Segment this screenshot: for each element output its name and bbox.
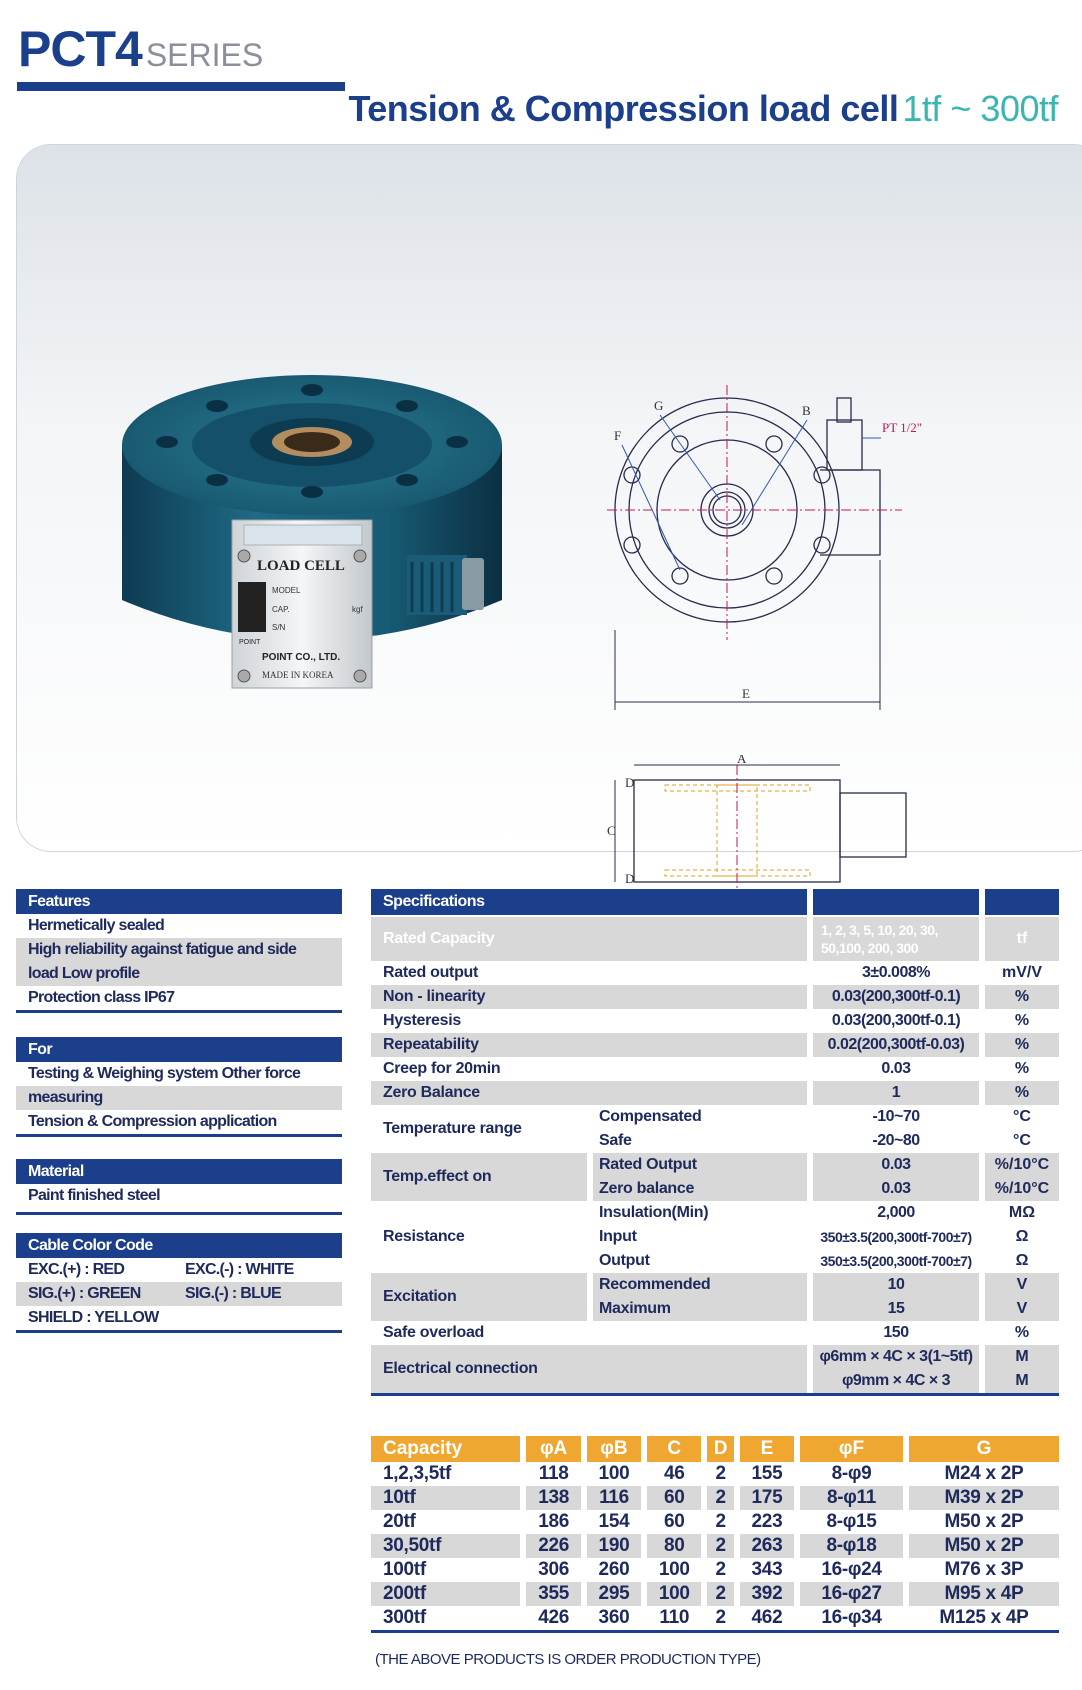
spec-value: 1 [813, 1081, 979, 1105]
brand-title [18, 20, 263, 80]
spec-unit: % [985, 1081, 1059, 1105]
table-cell: 2 [701, 1534, 733, 1558]
spec-label: Temperature range [383, 1120, 522, 1137]
table-cell: 186 [520, 1510, 580, 1534]
spec-unit: tf [985, 917, 1059, 961]
table-cell: 46 [641, 1462, 701, 1486]
table-cell: 154 [581, 1510, 641, 1534]
spec-value: -10~70 [872, 1108, 920, 1125]
spec-unit: % [1014, 1060, 1030, 1077]
spec-row [371, 1081, 1059, 1105]
table-row [371, 1534, 1059, 1558]
spec-value: 3±0.008% [862, 964, 930, 981]
material-box [16, 1159, 342, 1215]
spec-row [371, 985, 1059, 1009]
spec-subrow [371, 1297, 1059, 1321]
spec-unit: mV/V [1001, 964, 1042, 981]
for-item: measuring [16, 1086, 342, 1110]
divider [16, 1330, 342, 1333]
spec-value: 0.03 [881, 1060, 911, 1077]
material-title: Material [16, 1159, 342, 1184]
spec-value: 150 [883, 1324, 909, 1341]
spec-label: Safe overload [383, 1324, 485, 1341]
table-cell: 295 [581, 1582, 641, 1606]
spec-row [371, 1057, 1059, 1081]
spec-sublabel: Input [599, 1228, 637, 1245]
table-cell: M76 x 3P [903, 1558, 1059, 1582]
spec-header-unit [985, 889, 1059, 915]
product-subtitle [348, 88, 1058, 130]
spec-title: Specifications [371, 889, 807, 915]
cable-color-box [16, 1233, 342, 1333]
spec-subrow [371, 1369, 1059, 1393]
spec-value: 0.02(200,300tf-0.03) [813, 1033, 979, 1057]
spec-subrow [371, 1225, 1059, 1249]
capacity-range: 1tf ~ 300tf [902, 88, 1058, 129]
spec-label: Rated Capacity [371, 917, 807, 961]
spec-unit: M [985, 1369, 1059, 1393]
table-cell: 60 [641, 1486, 701, 1510]
spec-unit: Ω [1015, 1252, 1029, 1269]
capacity-column-header: C [641, 1436, 701, 1462]
svg-text:PT 1/2": PT 1/2" [882, 420, 923, 435]
spec-row-rated-capacity [371, 917, 1059, 961]
spec-unit: %/10°C [985, 1153, 1059, 1177]
spec-unit: %/10°C [985, 1177, 1059, 1201]
capacity-column-header: Capacity [371, 1436, 520, 1462]
table-cell: M125 x 4P [903, 1606, 1059, 1630]
capacity-column-header: φF [794, 1436, 903, 1462]
divider [16, 1134, 342, 1137]
spec-value: 0.03(200,300tf-0.1) [831, 1012, 961, 1029]
table-cell: 2 [701, 1510, 733, 1534]
table-cell: 175 [734, 1486, 794, 1510]
product-image-panel [17, 145, 1082, 886]
spec-subrow [371, 1201, 1059, 1225]
spec-simple-rows [371, 961, 1059, 1105]
spec-row [371, 1009, 1059, 1033]
table-cell: M24 x 2P [903, 1462, 1059, 1486]
spec-group-temp-effect [371, 1153, 1059, 1201]
spec-sublabel: Zero balance [593, 1177, 807, 1201]
table-cell: 110 [641, 1606, 701, 1630]
table-cell: 16-φ24 [794, 1558, 903, 1582]
spec-value: -20~80 [872, 1132, 920, 1149]
spec-value: 0.03 [813, 1177, 979, 1201]
table-cell: 118 [520, 1462, 580, 1486]
spec-unit: M [985, 1345, 1059, 1369]
table-cell: 300tf [383, 1607, 426, 1628]
spec-label: Rated output [383, 964, 479, 981]
spec-unit: MΩ [1008, 1204, 1036, 1221]
material-item: Paint finished steel [28, 1187, 160, 1204]
spec-label: Temp.effect on [371, 1153, 587, 1201]
svg-text:CAP.: CAP. [272, 605, 290, 614]
svg-text:MODEL: MODEL [272, 586, 301, 595]
spec-row [371, 1033, 1059, 1057]
spec-value: 10 [813, 1273, 979, 1297]
table-cell: 223 [734, 1510, 794, 1534]
cable-exc-minus: EXC.(-) : WHITE [185, 1261, 294, 1278]
plate-title: LOAD CELL [257, 558, 345, 574]
spec-value: 2,000 [877, 1204, 915, 1221]
table-cell: 10tf [371, 1486, 520, 1510]
capacity-table-body [371, 1462, 1059, 1630]
svg-text:G: G [654, 398, 664, 413]
table-cell: 2 [701, 1582, 733, 1606]
svg-text:POINT: POINT [239, 639, 261, 646]
cable-row [16, 1258, 342, 1282]
svg-text:E: E [742, 686, 750, 701]
table-cell: 8-φ15 [794, 1510, 903, 1534]
table-cell: 306 [520, 1558, 580, 1582]
svg-text:MADE IN KOREA: MADE IN KOREA [262, 670, 334, 680]
spec-label: Repeatability [371, 1033, 807, 1057]
specifications-table [371, 889, 1059, 1396]
table-cell: 200tf [371, 1582, 520, 1606]
table-cell: M50 x 2P [903, 1534, 1059, 1558]
table-cell: 138 [520, 1486, 580, 1510]
feature-item: Hermetically sealed [28, 917, 165, 934]
table-cell: 100 [641, 1558, 701, 1582]
table-cell: 155 [734, 1462, 794, 1486]
table-cell: 263 [734, 1534, 794, 1558]
svg-text:B: B [802, 403, 811, 418]
table-cell: 2 [701, 1558, 733, 1582]
spec-value: 1, 2, 3, 5, 10, 20, 30, 50,100, 200, 300 [813, 917, 979, 961]
table-cell: 8-φ18 [794, 1534, 903, 1558]
table-row [371, 1606, 1059, 1630]
spec-value: 15 [813, 1297, 979, 1321]
spec-sublabel: Safe [599, 1132, 632, 1149]
table-cell: M50 x 2P [903, 1510, 1059, 1534]
spec-group-electrical [371, 1345, 1059, 1393]
table-cell: 16-φ34 [794, 1606, 903, 1630]
spec-subrow [371, 1345, 1059, 1369]
for-box [16, 1037, 342, 1137]
features-title: Features [16, 889, 342, 914]
table-cell: 8-φ11 [794, 1486, 903, 1510]
spec-row [371, 961, 1059, 985]
spec-label: Electrical connection [371, 1345, 807, 1393]
spec-label: Zero Balance [371, 1081, 807, 1105]
load-cell-photo [112, 350, 572, 720]
spec-group-excitation [371, 1273, 1059, 1321]
svg-text:POINT CO., LTD.: POINT CO., LTD. [262, 652, 341, 663]
table-cell: 80 [641, 1534, 701, 1558]
table-cell: 360 [581, 1606, 641, 1630]
spec-subrow [371, 1177, 1059, 1201]
for-item: Tension & Compression application [28, 1113, 277, 1130]
spec-sublabel: Rated Output [593, 1153, 807, 1177]
table-cell: 8-φ9 [794, 1462, 903, 1486]
spec-unit: °C [1013, 1132, 1031, 1149]
series-label: SERIES [145, 37, 264, 73]
title-underline [17, 82, 345, 91]
table-cell: 100tf [383, 1559, 426, 1580]
svg-text:D: D [625, 775, 635, 790]
spec-value: 350±3.5(200,300tf-700±7) [820, 1253, 972, 1269]
spec-header-value [813, 889, 979, 915]
spec-sublabel: Compensated [599, 1108, 702, 1125]
spec-unit: % [985, 1033, 1059, 1057]
capacity-dimension-table [371, 1436, 1059, 1633]
spec-group-temperature [371, 1105, 1059, 1153]
table-cell: 16-φ27 [794, 1582, 903, 1606]
spec-label: Resistance [383, 1228, 465, 1245]
table-cell: 190 [581, 1534, 641, 1558]
capacity-column-header: φA [520, 1436, 580, 1462]
spec-unit: V [985, 1297, 1059, 1321]
spec-unit: % [985, 985, 1059, 1009]
spec-subrow [371, 1249, 1059, 1273]
table-row [371, 1486, 1059, 1510]
table-cell: 60 [641, 1510, 701, 1534]
table-row [371, 1462, 1059, 1486]
divider [16, 1010, 342, 1013]
spec-value: φ6mm × 4C × 3(1~5tf) [813, 1345, 979, 1369]
svg-text:F: F [614, 428, 622, 443]
top-view-drawing [592, 270, 1032, 730]
capacity-column-header: φB [581, 1436, 641, 1462]
feature-item: High reliability against fatigue and side [16, 938, 342, 962]
spec-sublabel: Output [599, 1252, 650, 1269]
cable-sig-minus: SIG.(-) : BLUE [185, 1285, 281, 1302]
capacity-column-header: D [701, 1436, 733, 1462]
cable-row [16, 1306, 342, 1330]
capacity-column-header: E [734, 1436, 794, 1462]
spec-subrow [371, 1129, 1059, 1153]
svg-text:S/N: S/N [272, 623, 286, 632]
spec-value: φ9mm × 4C × 3 [813, 1369, 979, 1393]
table-cell: 392 [734, 1582, 794, 1606]
divider [371, 1630, 1059, 1633]
spec-header [371, 889, 1059, 915]
cable-exc-plus: EXC.(+) : RED [28, 1261, 125, 1278]
table-cell: 2 [701, 1486, 733, 1510]
table-cell: 426 [520, 1606, 580, 1630]
spec-unit: V [985, 1273, 1059, 1297]
cable-row [16, 1282, 342, 1306]
spec-unit: % [1014, 1012, 1030, 1029]
table-cell: 226 [520, 1534, 580, 1558]
table-cell: 100 [641, 1582, 701, 1606]
order-production-note: (THE ABOVE PRODUCTS IS ORDER PRODUCTION TYPE) [375, 1651, 761, 1668]
spec-sublabel: Recommended [593, 1273, 807, 1297]
spec-unit: Ω [1015, 1228, 1029, 1245]
features-box [16, 889, 342, 1013]
table-cell: 116 [581, 1486, 641, 1510]
feature-item: Protection class IP67 [28, 989, 175, 1006]
cable-shield: SHIELD : YELLOW [28, 1309, 159, 1326]
table-row [371, 1582, 1059, 1606]
svg-text:A: A [737, 755, 747, 766]
spec-group-resistance [371, 1201, 1059, 1273]
spec-row-safe-overload [371, 1321, 1059, 1345]
spec-sublabel: Maximum [593, 1297, 807, 1321]
capacity-column-header: G [903, 1436, 1059, 1462]
divider [16, 1212, 342, 1215]
table-cell: 100 [581, 1462, 641, 1486]
spec-unit: °C [1013, 1108, 1031, 1125]
spec-value: 0.03(200,300tf-0.1) [813, 985, 979, 1009]
table-cell: 343 [734, 1558, 794, 1582]
table-cell: 2 [701, 1462, 733, 1486]
divider [371, 1393, 1059, 1396]
side-view-drawing [607, 755, 987, 895]
spec-subrow [371, 1273, 1059, 1297]
spec-label: Excitation [371, 1273, 587, 1321]
spec-value: 350±3.5(200,300tf-700±7) [820, 1229, 972, 1245]
table-cell: 355 [520, 1582, 580, 1606]
for-title: For [16, 1037, 342, 1062]
spec-subrow [371, 1105, 1059, 1129]
svg-text:C: C [607, 823, 616, 838]
table-row [371, 1510, 1059, 1534]
table-cell: 30,50tf [371, 1534, 520, 1558]
spec-sublabel: Insulation(Min) [599, 1204, 709, 1221]
cable-sig-plus: SIG.(+) : GREEN [28, 1285, 141, 1302]
model-name: PCT4 [18, 21, 142, 77]
table-cell: 462 [734, 1606, 794, 1630]
subtitle-text: Tension & Compression load cell [348, 88, 899, 129]
feature-item: load Low profile [16, 962, 342, 986]
for-item: Testing & Weighing system Other force [28, 1065, 301, 1082]
table-row [371, 1558, 1059, 1582]
table-cell: M39 x 2P [903, 1486, 1059, 1510]
spec-unit: % [1014, 1324, 1030, 1341]
table-cell: M95 x 4P [903, 1582, 1059, 1606]
table-cell: 2 [701, 1606, 733, 1630]
svg-text:kgf: kgf [352, 605, 363, 614]
cable-title: Cable Color Code [16, 1233, 342, 1258]
spec-label: Creep for 20min [383, 1060, 501, 1077]
svg-text:D: D [625, 871, 635, 886]
spec-label: Hysteresis [383, 1012, 461, 1029]
spec-value: 0.03 [813, 1153, 979, 1177]
capacity-table-header [371, 1436, 1059, 1462]
spec-label: Non - linearity [371, 985, 807, 1009]
table-cell: 1,2,3,5tf [383, 1463, 452, 1484]
spec-subrow [371, 1153, 1059, 1177]
table-cell: 260 [581, 1558, 641, 1582]
table-cell: 20tf [383, 1511, 416, 1532]
